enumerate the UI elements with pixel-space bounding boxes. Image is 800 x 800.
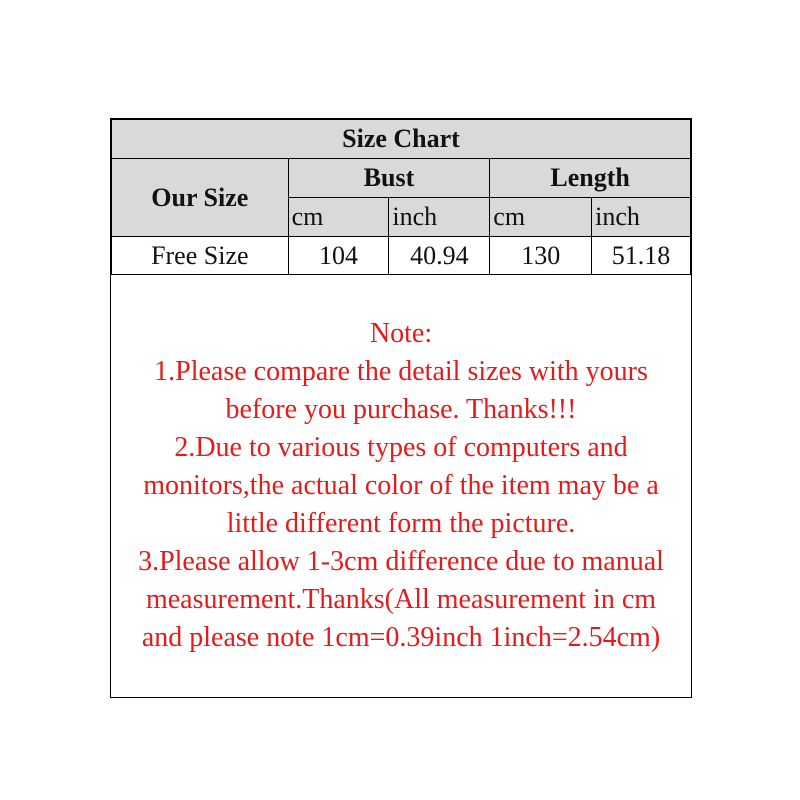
note-line: little different form the picture. <box>226 508 576 539</box>
note-line: monitors,the actual color of the item may be a <box>143 470 659 501</box>
bust-inch-cell: 40.94 <box>389 237 490 275</box>
size-chart-frame <box>110 118 692 698</box>
our-size-header: Our Size <box>112 159 289 237</box>
size-cell: Free Size <box>112 237 289 275</box>
note-line: before you purchase. Thanks!!! <box>225 394 577 425</box>
length-cm-header: cm <box>490 198 592 237</box>
bust-header: Bust <box>288 159 490 198</box>
length-inch-cell: 51.18 <box>592 237 691 275</box>
note-line: 1.Please compare the detail sizes with yours <box>154 356 648 387</box>
size-chart-table <box>111 119 691 275</box>
note-block <box>111 315 691 657</box>
note-heading: Note: <box>369 318 433 349</box>
length-inch-header: inch <box>592 198 691 237</box>
note-line: measurement.Thanks(All measurement in cm <box>145 584 657 615</box>
bust-cm-cell: 104 <box>288 237 389 275</box>
length-cm-cell: 130 <box>490 237 592 275</box>
length-header: Length <box>490 159 691 198</box>
table-row <box>112 237 691 275</box>
bust-cm-header: cm <box>288 198 389 237</box>
bust-inch-header: inch <box>389 198 490 237</box>
note-line: 3.Please allow 1-3cm difference due to manual <box>138 546 664 577</box>
table-title: Size Chart <box>112 120 691 159</box>
note-line: 2.Due to various types of computers and <box>174 432 628 463</box>
note-line: and please note 1cm=0.39inch 1inch=2.54cm) <box>141 622 661 653</box>
